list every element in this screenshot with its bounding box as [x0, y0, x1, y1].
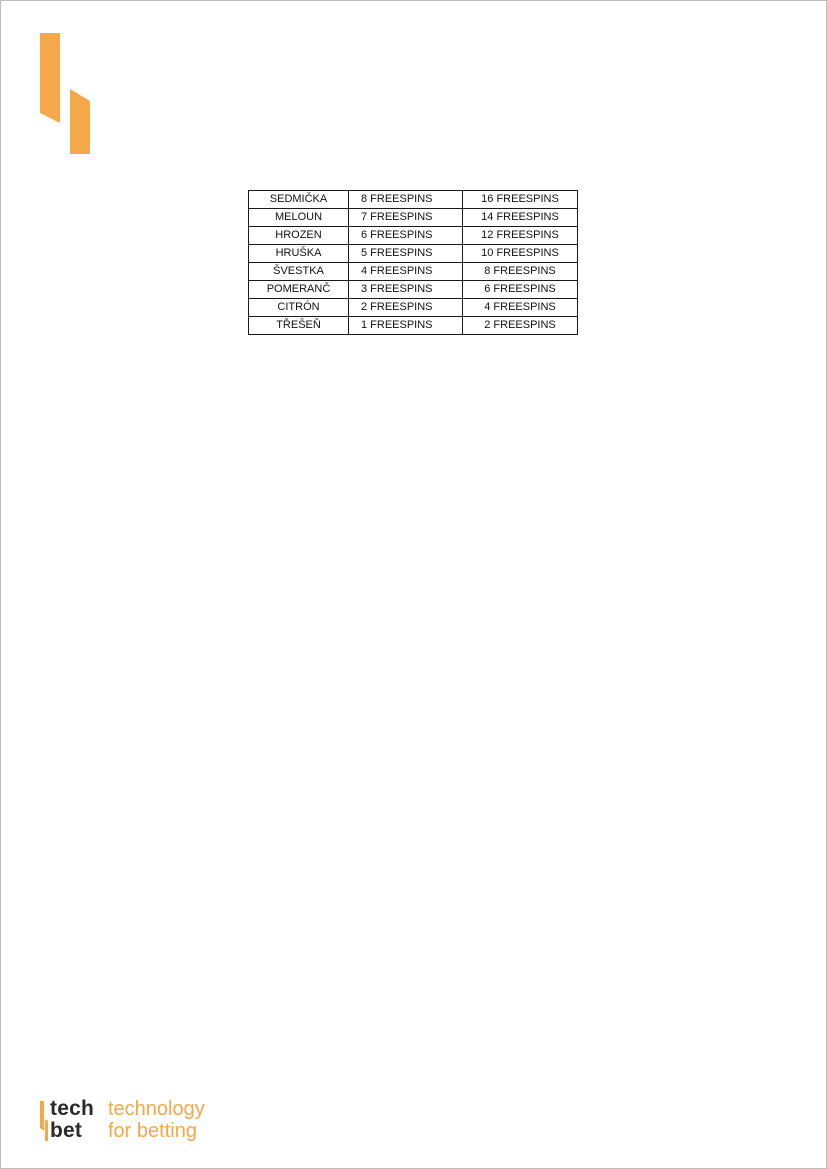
- symbol-cell: HROZEN: [249, 227, 349, 245]
- freespins-table-body: [249, 191, 578, 335]
- freespins-double-cell: 12 FREESPINS: [463, 227, 578, 245]
- footer-brand-line-1: tech: [50, 1097, 94, 1120]
- freespins-double-cell: 2 FREESPINS: [463, 317, 578, 335]
- table-row: [249, 209, 578, 227]
- footer-tagline-line-1: technology: [108, 1098, 205, 1120]
- freespins-double-cell: 10 FREESPINS: [463, 245, 578, 263]
- freespins-double-cell: 8 FREESPINS: [463, 263, 578, 281]
- symbol-cell: SEDMIČKA: [249, 191, 349, 209]
- table-row: [249, 299, 578, 317]
- symbol-cell: ŠVESTKA: [249, 263, 349, 281]
- freespins-cell: 8 FREESPINS: [349, 191, 463, 209]
- freespins-cell: 7 FREESPINS: [349, 209, 463, 227]
- symbol-cell: POMERANČ: [249, 281, 349, 299]
- freespins-double-cell: 4 FREESPINS: [463, 299, 578, 317]
- techbet-mark-icon: [40, 33, 92, 155]
- table-row: [249, 227, 578, 245]
- freespins-cell: 5 FREESPINS: [349, 245, 463, 263]
- footer-logo: [40, 1098, 240, 1146]
- freespins-double-cell: 16 FREESPINS: [463, 191, 578, 209]
- freespins-cell: 4 FREESPINS: [349, 263, 463, 281]
- freespins-cell: 1 FREESPINS: [349, 317, 463, 335]
- freespins-double-cell: 14 FREESPINS: [463, 209, 578, 227]
- footer-brand: [50, 1098, 94, 1142]
- symbol-cell: HRUŠKA: [249, 245, 349, 263]
- footer-brand-line-2: bet: [50, 1119, 83, 1142]
- table-row: [249, 281, 578, 299]
- symbol-cell: TŘEŠEŇ: [249, 317, 349, 335]
- freespins-cell: 2 FREESPINS: [349, 299, 463, 317]
- symbol-cell: MELOUN: [249, 209, 349, 227]
- symbol-cell: CITRÓN: [249, 299, 349, 317]
- footer-tagline: [108, 1098, 205, 1142]
- freespins-cell: 6 FREESPINS: [349, 227, 463, 245]
- table-row: [249, 245, 578, 263]
- freespins-cell: 3 FREESPINS: [349, 281, 463, 299]
- table-row: [249, 263, 578, 281]
- table-row: [249, 191, 578, 209]
- footer-tagline-line-2: for betting: [108, 1120, 197, 1142]
- freespins-table: [248, 190, 578, 335]
- table-row: [249, 317, 578, 335]
- freespins-double-cell: 6 FREESPINS: [463, 281, 578, 299]
- techbet-mark-icon: [40, 1101, 48, 1141]
